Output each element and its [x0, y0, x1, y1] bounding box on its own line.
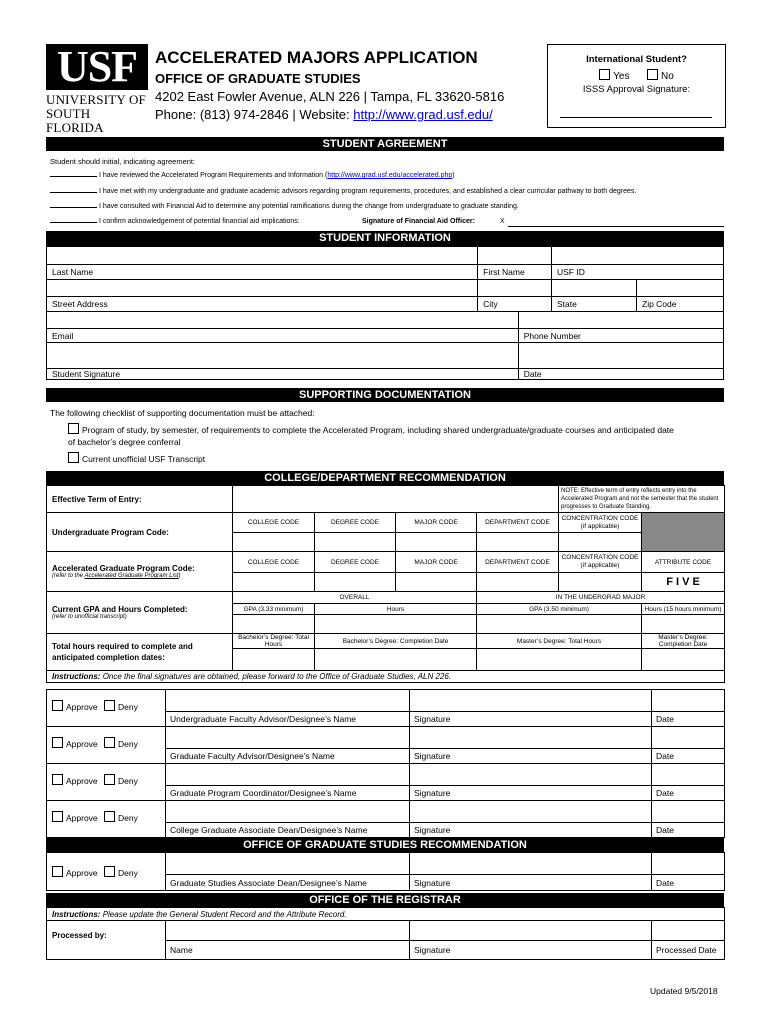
agreement-item-4	[50, 218, 724, 225]
accelerated-link[interactable]: http://www.grad.usf.edu/accelerated.php	[327, 172, 453, 179]
street-field[interactable]	[47, 280, 478, 297]
approve-checkbox-2[interactable]	[52, 737, 63, 748]
approve-checkbox-4[interactable]	[52, 811, 63, 822]
last-name-field[interactable]	[47, 247, 478, 265]
effective-term-label: Effective Term of Entry:	[47, 486, 233, 513]
approval-row-2-signature-field[interactable]	[410, 727, 652, 749]
first-name-label: First Name	[478, 265, 552, 280]
mast-date-field[interactable]	[642, 649, 725, 671]
approval-row-1-name-label: Undergraduate Faculty Advisor/Designee’s Name	[166, 712, 410, 727]
ug-degree-code-field[interactable]	[315, 533, 396, 552]
overall-hours-field[interactable]	[315, 615, 477, 634]
approve-checkbox-1[interactable]	[52, 700, 63, 711]
registrar-date-field[interactable]	[652, 921, 725, 941]
grad-office-table	[46, 852, 725, 891]
program-of-study-checkbox[interactable]	[68, 423, 79, 434]
registrar-signature-label: Signature	[410, 941, 652, 960]
isss-label: ISSS Approval Signature:	[582, 84, 691, 95]
grad-program-code-cell	[47, 552, 233, 592]
international-box	[547, 44, 726, 128]
college-recommendation-header: COLLEGE/DEPARTMENT RECOMMENDATION	[46, 471, 724, 485]
intl-yes-checkbox[interactable]	[599, 69, 610, 80]
agreement-intro: Student should initial, indicating agreement:	[50, 157, 196, 166]
registrar-date-label: Processed Date	[652, 941, 725, 960]
approval-row-1-date-label: Date	[652, 712, 725, 727]
in-major-header: IN THE UNDERGRAD MAJOR	[477, 592, 725, 604]
student-info-table	[46, 246, 724, 380]
deny-checkbox-4[interactable]	[104, 811, 115, 822]
ug-concentration-code-field[interactable]	[559, 533, 642, 552]
email-label: Email	[47, 329, 519, 343]
student-information-header: STUDENT INFORMATION	[46, 231, 724, 246]
ug-major-code-field[interactable]	[396, 533, 477, 552]
agreement-item-3	[50, 203, 519, 210]
supporting-documentation-header: SUPPORTING DOCUMENTATION	[46, 388, 724, 402]
deny-checkbox-1[interactable]	[104, 700, 115, 711]
agreement-text-1-end: )	[452, 172, 455, 179]
grad-concentration-code-header: CONCENTRATION CODE (if applicable)	[559, 552, 642, 573]
agreement-text-3: I have consulted with Financial Aid to determine any potential ramifications during the change from undergraduate to graduate standing.	[98, 203, 519, 210]
phone-label: Phone Number	[518, 329, 723, 343]
college-instructions	[47, 671, 725, 683]
student-agreement-header: STUDENT AGREEMENT	[46, 137, 724, 151]
approval-row-4-signature-label: Signature	[410, 823, 652, 838]
bach-date-header: Bachelor’s Degree: Completion Date	[315, 634, 477, 649]
state-field[interactable]	[552, 280, 637, 297]
approval-row-4-date-field[interactable]	[652, 801, 725, 823]
grad-office-choice: Approve Deny	[47, 853, 166, 891]
registrar-instructions-label: Instructions:	[52, 909, 101, 919]
gpa-cell	[47, 592, 233, 634]
website-link[interactable]: http://www.grad.usf.edu/	[353, 107, 493, 122]
bach-total-field[interactable]	[233, 649, 315, 671]
usf-logo-line2: SOUTH FLORIDA	[46, 106, 104, 135]
form-title: ACCELERATED MAJORS APPLICATION	[155, 48, 478, 67]
city-label: City	[478, 297, 552, 312]
grad-office-date-label: Date	[652, 875, 725, 891]
registrar-signature-field[interactable]	[410, 921, 652, 941]
grad-office-signature-label: Signature	[410, 875, 652, 891]
college-table	[46, 485, 725, 683]
grad-major-code-field[interactable]	[396, 573, 477, 592]
updated-date: Updated 9/5/2018	[650, 986, 718, 996]
grad-program-code-note: (refer to the Accelerated Graduate Program List)	[52, 573, 181, 579]
overall-gpa-field[interactable]	[233, 615, 315, 634]
approval-row-1-signature-field[interactable]	[410, 690, 652, 712]
ug-program-code-label: Undergraduate Program Code:	[47, 513, 233, 552]
approvals-table	[46, 689, 725, 838]
approve-checkbox-3[interactable]	[52, 774, 63, 785]
student-signature-label: Student Signature	[47, 369, 519, 380]
major-hours-header: Hours (15 hours minimum)	[642, 604, 725, 615]
supporting-intro: The following checklist of supporting documentation must be attached:	[50, 408, 315, 418]
date-field[interactable]	[518, 343, 723, 369]
approval-row-3-signature-label: Signature	[410, 786, 652, 801]
usf-id-field[interactable]	[552, 247, 724, 265]
college-instructions-label: Instructions:	[52, 672, 101, 681]
approval-row-2-date-label: Date	[652, 749, 725, 764]
deny-checkbox-3[interactable]	[104, 774, 115, 785]
ug-department-code-header: DEPARTMENT CODE	[477, 513, 559, 533]
fa-signature-label: Signature of Financial Aid Officer:	[362, 218, 475, 225]
approval-row-1-choice: Approve Deny	[47, 690, 166, 727]
grad-program-code-label: Accelerated Graduate Program Code:	[52, 564, 195, 573]
grad-degree-code-header: DEGREE CODE	[315, 552, 396, 573]
approval-row-4-signature-field[interactable]	[410, 801, 652, 823]
transcript-checkbox[interactable]	[68, 452, 79, 463]
effective-term-field[interactable]	[233, 486, 559, 513]
grad-program-list-link[interactable]: Accelerated Graduate Program List	[84, 573, 179, 579]
zip-field[interactable]	[637, 280, 724, 297]
registrar-instructions-text: Please update the General Student Record and the Attribute Record.	[102, 909, 347, 919]
student-signature-field[interactable]	[47, 343, 519, 369]
approval-row-3-date-label: Date	[652, 786, 725, 801]
attribute-code-value: F I V E	[642, 573, 725, 592]
ug-concentration-code-header: CONCENTRATION CODE (if applicable)	[559, 513, 642, 533]
grad-office-name-field[interactable]	[166, 853, 410, 875]
mast-total-header: Master’s Degree: Total Hours	[477, 634, 642, 649]
registrar-table	[46, 907, 725, 960]
approval-row-1-name-field[interactable]	[166, 690, 410, 712]
agreement-text-4: I confirm acknowledgement of potential financial aid implications:	[98, 218, 300, 225]
approval-row-4-name-label: College Graduate Associate Dean/Designee’s Name	[166, 823, 410, 838]
initial-line-3[interactable]	[50, 207, 97, 208]
initial-line-4[interactable]	[50, 222, 97, 223]
approval-row-2-name-label: Graduate Faculty Advisor/Designee’s Name	[166, 749, 410, 764]
gpa-label: Current GPA and Hours Completed:	[52, 605, 188, 614]
grad-college-code-header: COLLEGE CODE	[233, 552, 315, 573]
phone-field[interactable]	[518, 312, 723, 329]
grad-office-approve-checkbox[interactable]	[52, 866, 63, 877]
zip-label: Zip Code	[637, 297, 724, 312]
approval-row-1-date-field[interactable]	[652, 690, 725, 712]
approval-row-4-name-field[interactable]	[166, 801, 410, 823]
ug-major-code-header: MAJOR CODE	[396, 513, 477, 533]
gpa-note: (refer to unofficial transcript)	[52, 614, 127, 620]
agreement-item-1	[50, 172, 455, 179]
agreement-item-2	[50, 188, 636, 195]
program-of-study-text-2: of bachelor’s degree conferral	[68, 437, 181, 447]
intl-no-checkbox[interactable]	[647, 69, 658, 80]
approval-row-3-date-field[interactable]	[652, 764, 725, 786]
ug-college-code-header: COLLEGE CODE	[233, 513, 315, 533]
usf-logo	[46, 42, 148, 135]
agreement-text-2: I have met with my undergraduate and graduate academic advisors regarding program requirements, procedures, and established a clear curricular pathway to both degrees.	[98, 188, 637, 195]
first-name-field[interactable]	[478, 247, 552, 265]
supporting-item-1	[68, 423, 724, 448]
intl-title: International Student?	[586, 54, 687, 65]
office-phone-website	[155, 107, 493, 122]
mast-date-header: Master’s Degree: Completion Date	[642, 634, 725, 649]
approval-row-2-date-field[interactable]	[652, 727, 725, 749]
last-name-label: Last Name	[47, 265, 478, 280]
bach-date-field[interactable]	[315, 649, 477, 671]
date-label: Date	[518, 369, 723, 380]
ug-department-code-field[interactable]	[477, 533, 559, 552]
major-gpa-field[interactable]	[477, 615, 642, 634]
fa-signature-line[interactable]	[508, 226, 724, 227]
intl-yes-label: Yes	[613, 71, 630, 82]
approval-row-2-name-field[interactable]	[166, 727, 410, 749]
approval-row-3-name-field[interactable]	[166, 764, 410, 786]
overall-hours-header: Hours	[315, 604, 477, 615]
processed-by-label: Processed by:	[47, 921, 166, 960]
registrar-instructions	[47, 908, 725, 921]
registrar-name-field[interactable]	[166, 921, 410, 941]
intl-options	[548, 69, 725, 82]
grad-concentration-code-field[interactable]	[559, 573, 642, 592]
approval-row-4-date-label: Date	[652, 823, 725, 838]
gpa-350-header: GPA (3.50 minimum)	[477, 604, 642, 615]
street-label: Street Address	[47, 297, 478, 312]
registrar-header: OFFICE OF THE REGISTRAR	[46, 893, 724, 907]
grad-college-code-field[interactable]	[233, 573, 315, 592]
overall-header: OVERALL	[233, 592, 477, 604]
approval-row-3-name-label: Graduate Program Coordinator/Designee’s Name	[166, 786, 410, 801]
email-field[interactable]	[47, 312, 519, 329]
approval-row-3-signature-field[interactable]	[410, 764, 652, 786]
usf-id-label: USF ID	[552, 265, 724, 280]
isss-signature-line[interactable]	[560, 117, 712, 118]
supporting-item-2	[68, 452, 205, 464]
intl-no-label: No	[661, 71, 674, 82]
approval-row-4-choice: Approve Deny	[47, 801, 166, 838]
agreement-text-1: I have reviewed the Accelerated Program Requirements and Information (	[98, 172, 328, 179]
total-hours-label: Total hours required to complete and anticipated completion dates:	[47, 634, 233, 671]
ug-college-code-field[interactable]	[233, 533, 315, 552]
grad-major-code-header: MAJOR CODE	[396, 552, 477, 573]
grad-department-code-field[interactable]	[477, 573, 559, 592]
grad-degree-code-field[interactable]	[315, 573, 396, 592]
grad-department-code-header: DEPARTMENT CODE	[477, 552, 559, 573]
office-name: OFFICE OF GRADUATE STUDIES	[155, 71, 361, 86]
approval-row-2-signature-label: Signature	[410, 749, 652, 764]
office-address: 4202 East Fowler Avenue, ALN 226 | Tampa, FL 33620-5816	[155, 89, 505, 104]
bach-total-header: Bachelor’s Degree: Total Hours	[233, 634, 315, 649]
fa-x: X	[500, 218, 505, 225]
ug-shaded-cell	[642, 513, 725, 552]
mast-total-field[interactable]	[477, 649, 642, 671]
effective-term-note: NOTE: Effective term of entry reflects entry into the Accelerated Program and not the semester that the student progresses to Graduate Standing.	[559, 486, 725, 513]
initial-line-1[interactable]	[50, 176, 97, 177]
deny-checkbox-2[interactable]	[104, 737, 115, 748]
city-field[interactable]	[478, 280, 552, 297]
grad-office-date-field[interactable]	[652, 853, 725, 875]
usf-logo-line1: UNIVERSITY OF	[46, 92, 146, 107]
grad-office-signature-field[interactable]	[410, 853, 652, 875]
state-label: State	[552, 297, 637, 312]
major-hours-field[interactable]	[642, 615, 725, 634]
initial-line-2[interactable]	[50, 192, 97, 193]
program-of-study-text: Program of study, by semester, of requirements to complete the Accelerated Program, including shared undergraduate/graduate courses and anticipated date	[82, 425, 674, 435]
transcript-text: Current unofficial USF Transcript	[82, 454, 206, 464]
ug-degree-code-header: DEGREE CODE	[315, 513, 396, 533]
college-instructions-text: Once the final signatures are obtained, please forward to the Office of Graduate Studies, ALN 226.	[102, 672, 452, 681]
grad-office-header: OFFICE OF GRADUATE STUDIES RECOMMENDATION	[46, 838, 724, 852]
approval-row-2-choice: Approve Deny	[47, 727, 166, 764]
usf-logo-block: USF	[46, 44, 148, 90]
gpa-333-header: GPA (3.33 minimum)	[233, 604, 315, 615]
grad-office-deny-checkbox[interactable]	[104, 866, 115, 877]
grad-office-name-label: Graduate Studies Associate Dean/Designee’s Name	[166, 875, 410, 891]
phone-text: Phone: (813) 974-2846 | Website:	[155, 107, 354, 122]
registrar-name-label: Name	[166, 941, 410, 960]
attribute-code-header: ATTRIBUTE CODE	[642, 552, 725, 573]
approval-row-1-signature-label: Signature	[410, 712, 652, 727]
approval-row-3-choice: Approve Deny	[47, 764, 166, 801]
